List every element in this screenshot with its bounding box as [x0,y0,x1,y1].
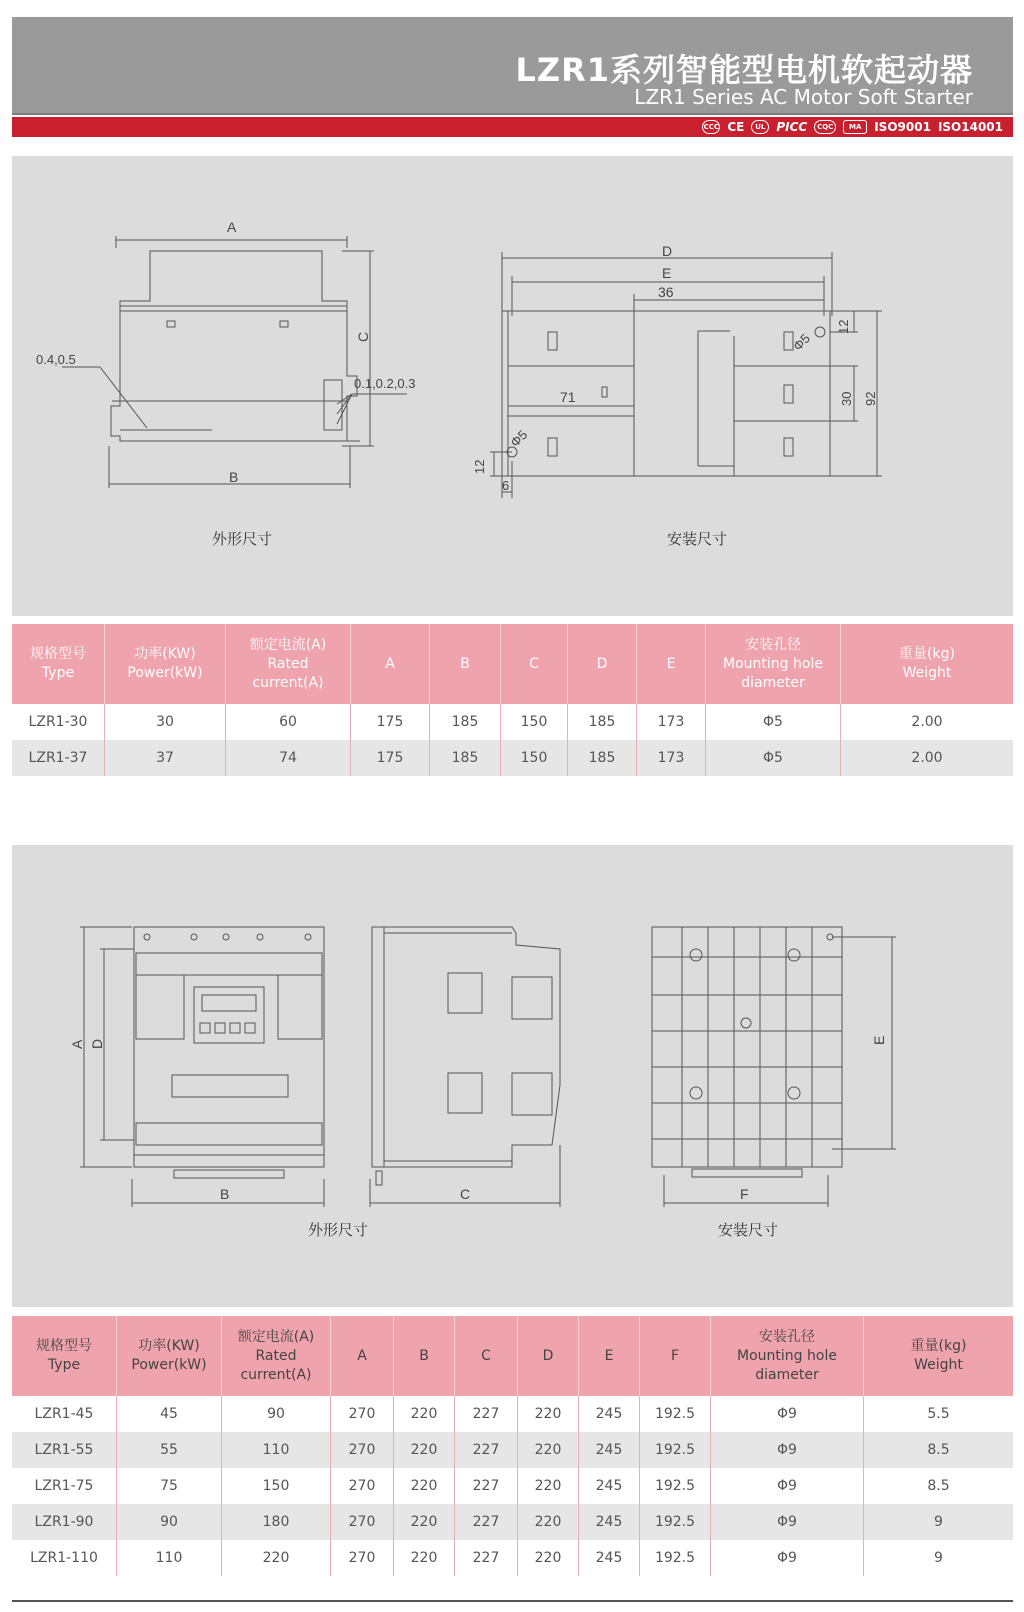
cell-power: 37 [105,740,226,776]
hole-label-phi5-right: Φ5 [789,330,814,354]
cell-current: 60 [226,704,351,740]
table-row [12,1468,1013,1504]
cell-f: 192.5 [640,1396,711,1432]
col-b-header: B [394,1316,455,1396]
table-row [12,1396,1013,1432]
table-header-row [12,624,1013,704]
outline-dimensions-caption: 外形尺寸 [212,530,273,548]
picc-mark-icon: PICC [776,120,808,134]
cell-d: 220 [518,1396,579,1432]
col-b-header: B [430,624,501,704]
small-starter-drawing [12,156,1013,616]
col-current-header: 额定电流(A) Rated current(A) [222,1316,331,1396]
header-band [12,17,1013,115]
cell-current: 150 [222,1468,331,1504]
cell-d: 220 [518,1504,579,1540]
cell-b: 220 [394,1396,455,1432]
front-view [134,927,324,1178]
col-power-header: 功率(KW) Power(kW) [105,624,226,704]
col-c-header: C [501,624,568,704]
cell-b: 220 [394,1504,455,1540]
cell-power: 55 [117,1432,222,1468]
cell-power: 45 [117,1396,222,1432]
cell-power: 110 [117,1540,222,1576]
cell-type: LZR1-37 [12,740,105,776]
cell-e: 173 [637,740,706,776]
cell-type: LZR1-45 [12,1396,117,1432]
dim-label-D: D [89,1038,105,1049]
cell-weight: 2.00 [911,714,943,730]
cell-f: 192.5 [640,1504,711,1540]
cell-e: 245 [579,1396,640,1432]
cell-current: 220 [222,1540,331,1576]
col-d-header: D [518,1316,579,1396]
cell-current: 110 [222,1432,331,1468]
dim-label-B: B [229,469,239,485]
cell-power: 75 [117,1468,222,1504]
cell-type: LZR1-30 [12,704,105,740]
dim-label-12-top: 12 [836,319,851,334]
dim-label-12-bottom: 12 [472,459,487,474]
dim-label-D: D [662,243,673,259]
dim-label-C: C [355,331,371,342]
cell-weight: 9 [934,1550,943,1566]
dim-label-71: 71 [560,389,576,405]
dim-label-A: A [69,1039,85,1049]
col-e-header: E [579,1316,640,1396]
col-type-header: 规格型号 Type [12,1316,117,1396]
dim-label-92: 92 [863,391,878,406]
col-c-header: C [455,1316,518,1396]
dim-label-C: C [460,1186,471,1202]
cell-type: LZR1-110 [12,1540,117,1576]
outline-view [111,251,360,441]
cell-d: 220 [518,1468,579,1504]
dim-label-A: A [227,219,237,235]
cell-weight: 8.5 [927,1478,950,1494]
cell-c: 227 [455,1540,518,1576]
col-d-header: D [568,624,637,704]
col-weight-header: 重量(kg) Weight [864,1316,1014,1396]
dim-label-E: E [662,265,672,281]
ccc-mark-icon: CCC [702,120,720,134]
col-power-header: 功率(KW) Power(kW) [117,1316,222,1396]
cell-f: 192.5 [640,1540,711,1576]
iso9001-label: ISO9001 [874,120,931,134]
cell-b: 185 [430,704,501,740]
col-hole-header: 安装孔径 Mounting hole diameter [706,624,841,704]
certification-bar [12,117,1013,137]
cell-type: LZR1-75 [12,1468,117,1504]
col-a-header: A [351,624,430,704]
cell-type: LZR1-55 [12,1432,117,1468]
cell-power: 90 [117,1504,222,1540]
table-row [12,1540,1013,1576]
cell-type: LZR1-90 [12,1504,117,1540]
cell-d: 185 [568,740,637,776]
cell-a: 175 [351,740,430,776]
dim-label-B: B [220,1186,230,1202]
cell-a: 270 [331,1540,394,1576]
cell-c: 150 [501,704,568,740]
bottom-rule [12,1600,1013,1602]
cell-a: 270 [331,1396,394,1432]
cell-current: 90 [222,1396,331,1432]
table-header-row [12,1316,1013,1396]
col-type-header: 规格型号 Type [12,624,105,704]
cell-f: 192.5 [640,1468,711,1504]
drawing-panel-small [12,156,1013,616]
dim-label-6: 6 [502,478,510,493]
cell-hole: Φ9 [711,1396,864,1432]
cell-e: 173 [637,704,706,740]
cell-weight: 2.00 [841,740,1014,776]
cell-a: 270 [331,1432,394,1468]
cell-b: 220 [394,1468,455,1504]
cell-hole: Φ5 [706,740,841,776]
col-weight-header: 重量(kg) Weight [841,624,1014,704]
cell-e: 245 [579,1432,640,1468]
cell-d: 185 [568,704,637,740]
cell-current: 74 [226,740,351,776]
cell-weight: 9 [864,1504,1014,1540]
spec-table-large [12,1316,1013,1576]
col-e-header: E [637,624,706,704]
dim-label-E: E [871,1035,887,1045]
cqc-mark-icon: CQC [814,120,836,134]
page-subtitle: LZR1 Series AC Motor Soft Starter [634,85,973,109]
ce-mark-icon: CE [727,120,745,134]
cell-e: 245 [579,1468,640,1504]
dim-label-F: F [740,1186,749,1202]
cell-hole: Φ5 [706,704,841,740]
table-row [12,704,1013,740]
cell-c: 227 [455,1432,518,1468]
tolerance-label-1: 0.4,0.5 [36,352,76,367]
cell-e: 245 [579,1504,640,1540]
mounting-dimensions-caption: 安装尺寸 [718,1221,779,1239]
cell-c: 227 [455,1468,518,1504]
cell-b: 220 [394,1540,455,1576]
cell-b: 185 [430,740,501,776]
cell-hole: Φ9 [711,1540,864,1576]
ul-mark-icon: UL [751,120,769,134]
mounting-dimensions-caption: 安装尺寸 [667,530,728,548]
iso14001-label: ISO14001 [937,120,1003,134]
table-row [12,1432,1013,1468]
tolerance-label-2: 0.1,0.2,0.3 [354,376,416,391]
dim-label-36: 36 [658,284,674,300]
cell-c: 227 [455,1504,518,1540]
cell-weight: 5.5 [927,1406,950,1422]
mount-view [502,311,830,476]
page-title: LZR1系列智能型电机软起动器 [515,51,973,89]
side-view [372,927,560,1185]
large-starter-drawing [12,845,1013,1307]
cell-c: 227 [455,1396,518,1432]
cell-e: 245 [579,1540,640,1576]
cell-d: 220 [518,1540,579,1576]
cell-current: 180 [222,1504,331,1540]
cell-hole: Φ9 [711,1432,864,1468]
table-row [12,1504,1013,1540]
cell-d: 220 [518,1432,579,1468]
cell-a: 270 [331,1504,394,1540]
hole-label-phi5-left: Φ5 [507,426,531,451]
col-a-header: A [331,1316,394,1396]
col-hole-header: 安装孔径 Mounting hole diameter [711,1316,864,1396]
drawing-panel-large [12,845,1013,1307]
col-f-header: F [640,1316,711,1396]
cell-b: 220 [394,1432,455,1468]
cell-a: 175 [351,704,430,740]
cell-hole: Φ9 [711,1504,864,1540]
col-current-header: 额定电流(A) Rated current(A) [226,624,351,704]
cell-f: 192.5 [640,1432,711,1468]
cell-c: 150 [501,740,568,776]
table-row [12,740,1013,776]
cell-weight: 8.5 [864,1432,1014,1468]
cell-power: 30 [105,704,226,740]
cell-a: 270 [331,1468,394,1504]
cell-hole: Φ9 [711,1468,864,1504]
ma-mark-icon: MA [843,120,867,134]
back-mount-view [652,927,842,1177]
spec-table-small [12,624,1013,776]
outline-dimensions-caption: 外形尺寸 [308,1221,369,1239]
dim-label-30: 30 [839,391,854,406]
